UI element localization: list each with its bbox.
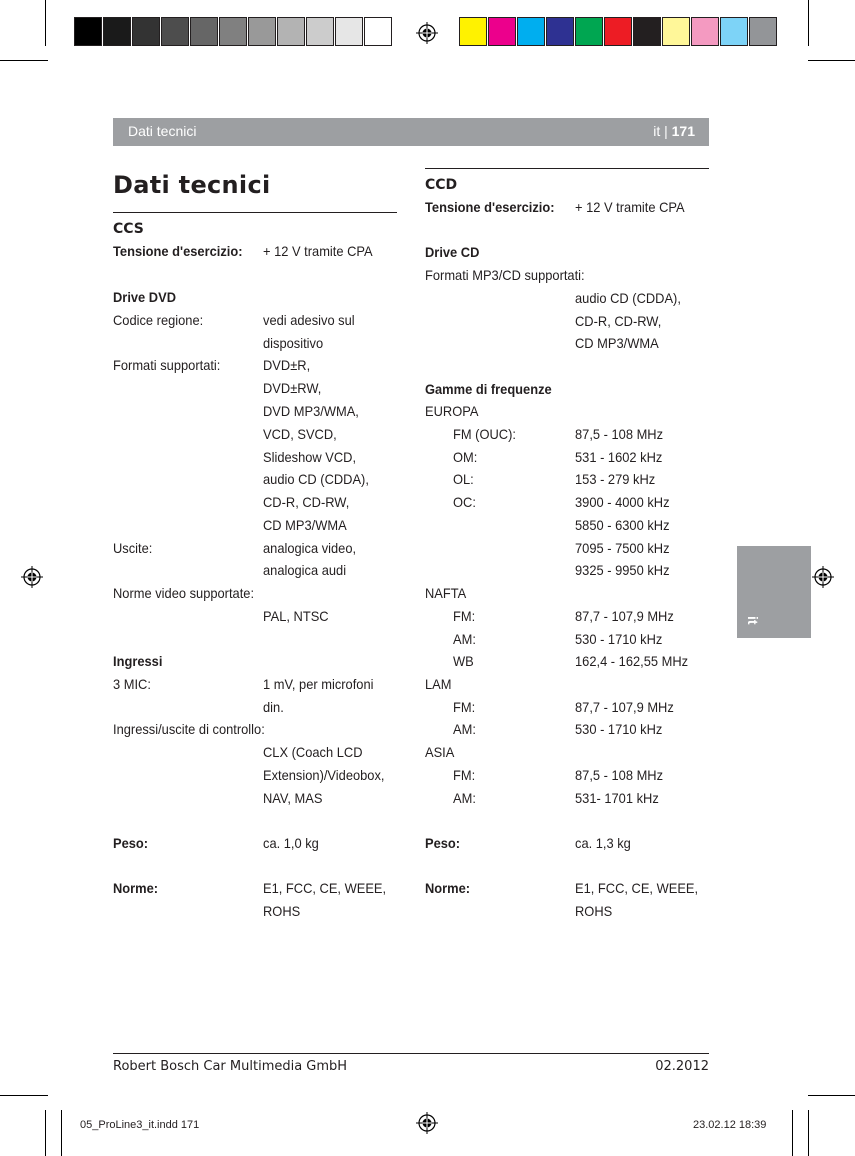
section-heading: CCS (113, 221, 144, 237)
spec-label: Norme video supportate: (113, 585, 255, 601)
spec-value: CLX (Coach LCD (263, 744, 363, 760)
spec-value: din. (263, 699, 284, 715)
spec-value: E1, FCC, CE, WEEE, (575, 880, 699, 896)
color-swatch (364, 17, 392, 46)
spec-value: CD-R, CD-RW, (263, 494, 350, 510)
color-swatch (190, 17, 218, 46)
color-swatch (517, 17, 545, 46)
slug-timestamp: 23.02.12 18:39 (693, 1119, 767, 1131)
spec-value: audio CD (CDDA), (263, 471, 369, 487)
spec-value: + 12 V tramite CPA (263, 243, 373, 259)
spec-value: 7095 - 7500 kHz (575, 540, 670, 556)
spec-value: dispositivo (263, 335, 324, 351)
band-label: WB (453, 653, 474, 669)
spec-value: Slideshow VCD, (263, 449, 357, 465)
spec-label: 3 MIC: (113, 676, 151, 692)
color-swatch (720, 17, 748, 46)
spec-value: NAV, MAS (263, 790, 323, 806)
running-header (113, 118, 709, 146)
color-swatch (459, 17, 487, 46)
spec-value: 530 - 1710 kHz (575, 721, 663, 737)
spec-value: 1 mV, per microfoni (263, 676, 374, 692)
spec-label: NAFTA (425, 585, 467, 601)
crop-mark (0, 1095, 48, 1096)
spec-value: E1, FCC, CE, WEEE, (263, 880, 387, 896)
spec-value: PAL, NTSC (263, 608, 329, 624)
spec-value: vedi adesivo sul (263, 312, 355, 328)
spec-value: 531 - 1602 kHz (575, 449, 663, 465)
color-swatch (103, 17, 131, 46)
spec-label: Peso: (425, 835, 461, 851)
registration-mark-icon (812, 566, 834, 588)
spec-value: Extension)/Videobox, (263, 767, 385, 783)
registration-mark-icon (416, 22, 438, 44)
spec-label: Drive DVD (113, 289, 176, 305)
section-rule (113, 212, 397, 213)
color-swatch (335, 17, 363, 46)
crop-mark (45, 1110, 46, 1156)
spec-label: Tensione d'esercizio: (425, 199, 555, 215)
spec-label: Norme: (113, 880, 159, 896)
crop-mark (808, 0, 809, 46)
spec-value: analogica audi (263, 562, 347, 578)
spec-label: Gamme di frequenze (425, 381, 552, 397)
crop-mark (808, 60, 855, 61)
spec-value: + 12 V tramite CPA (575, 199, 685, 215)
crop-mark (808, 1110, 809, 1156)
footer-rule (113, 1053, 709, 1054)
color-swatch (604, 17, 632, 46)
spec-label: Peso: (113, 835, 149, 851)
color-swatch (306, 17, 334, 46)
spec-value: ROHS (575, 903, 613, 919)
spec-value: VCD, SVCD, (263, 426, 337, 442)
footer-company: Robert Bosch Car Multimedia GmbH (113, 1059, 348, 1074)
color-swatch (219, 17, 247, 46)
page-title: Dati tecnici (113, 171, 271, 199)
band-label: OM: (453, 449, 478, 465)
language-tab: it (737, 546, 811, 638)
band-label: FM: (453, 608, 476, 624)
color-swatch (691, 17, 719, 46)
crop-mark (0, 60, 48, 61)
spec-value: DVD MP3/WMA, (263, 403, 359, 419)
band-label: FM: (453, 767, 476, 783)
footer-date: 02.2012 (655, 1059, 709, 1074)
slug-file: 05_ProLine3_it.indd 171 (80, 1119, 200, 1131)
color-swatch (132, 17, 160, 46)
spec-label: EUROPA (425, 403, 479, 419)
spec-value: 9325 - 9950 kHz (575, 562, 670, 578)
spec-label: Formati supportati: (113, 357, 221, 373)
color-swatch (575, 17, 603, 46)
spec-value: 87,5 - 108 MHz (575, 767, 664, 783)
color-swatch (161, 17, 189, 46)
color-swatch (633, 17, 661, 46)
spec-value: 87,7 - 107,9 MHz (575, 608, 674, 624)
registration-mark-icon (21, 566, 43, 588)
crop-mark (45, 0, 46, 46)
spec-label: Codice regione: (113, 312, 204, 328)
band-label: OC: (453, 494, 476, 510)
color-swatch (749, 17, 777, 46)
band-label: OL: (453, 471, 474, 487)
spec-label: Tensione d'esercizio: (113, 243, 243, 259)
spec-label: LAM (425, 676, 452, 692)
spec-label: Norme: (425, 880, 471, 896)
spec-value: CD MP3/WMA (263, 517, 347, 533)
spec-value: DVD±RW, (263, 380, 322, 396)
spec-label: Uscite: (113, 540, 153, 556)
section-rule (425, 168, 709, 169)
band-label: FM (OUC): (453, 426, 516, 442)
spec-value: ca. 1,3 kg (575, 835, 631, 851)
band-label: AM: (453, 721, 476, 737)
color-swatch (248, 17, 276, 46)
color-swatch (546, 17, 574, 46)
spec-value: CD MP3/WMA (575, 335, 659, 351)
spec-label: Formati MP3/CD supportati: (425, 267, 585, 283)
header-page: it | 171 (653, 123, 695, 139)
spec-value: ca. 1,0 kg (263, 835, 319, 851)
band-label: AM: (453, 790, 476, 806)
spec-value: DVD±R, (263, 357, 311, 373)
band-label: AM: (453, 631, 476, 647)
spec-value: ROHS (263, 903, 301, 919)
spec-value: 5850 - 6300 kHz (575, 517, 670, 533)
spec-value: 153 - 279 kHz (575, 471, 656, 487)
spec-value: 531- 1701 kHz (575, 790, 659, 806)
spec-label: Drive CD (425, 244, 480, 260)
spec-value: 162,4 - 162,55 MHz (575, 653, 689, 669)
color-swatch (662, 17, 690, 46)
spec-value: 87,7 - 107,9 MHz (575, 699, 674, 715)
spec-label: Ingressi (113, 653, 163, 669)
spec-value: 530 - 1710 kHz (575, 631, 663, 647)
spec-label: ASIA (425, 744, 455, 760)
section-heading: CCD (425, 177, 458, 193)
color-swatch (277, 17, 305, 46)
spec-label: Ingressi/uscite di controllo: (113, 721, 265, 737)
slug-frame (792, 1110, 793, 1156)
color-swatch (488, 17, 516, 46)
registration-mark-icon (416, 1112, 438, 1134)
band-label: FM: (453, 699, 476, 715)
header-section: Dati tecnici (128, 123, 197, 139)
spec-value: 87,5 - 108 MHz (575, 426, 664, 442)
slug-frame (61, 1110, 62, 1156)
crop-mark (808, 1095, 855, 1096)
spec-value: audio CD (CDDA), (575, 290, 681, 306)
spec-value: CD-R, CD-RW, (575, 313, 662, 329)
spec-value: 3900 - 4000 kHz (575, 494, 670, 510)
color-swatch (74, 17, 102, 46)
spec-value: analogica video, (263, 540, 357, 556)
